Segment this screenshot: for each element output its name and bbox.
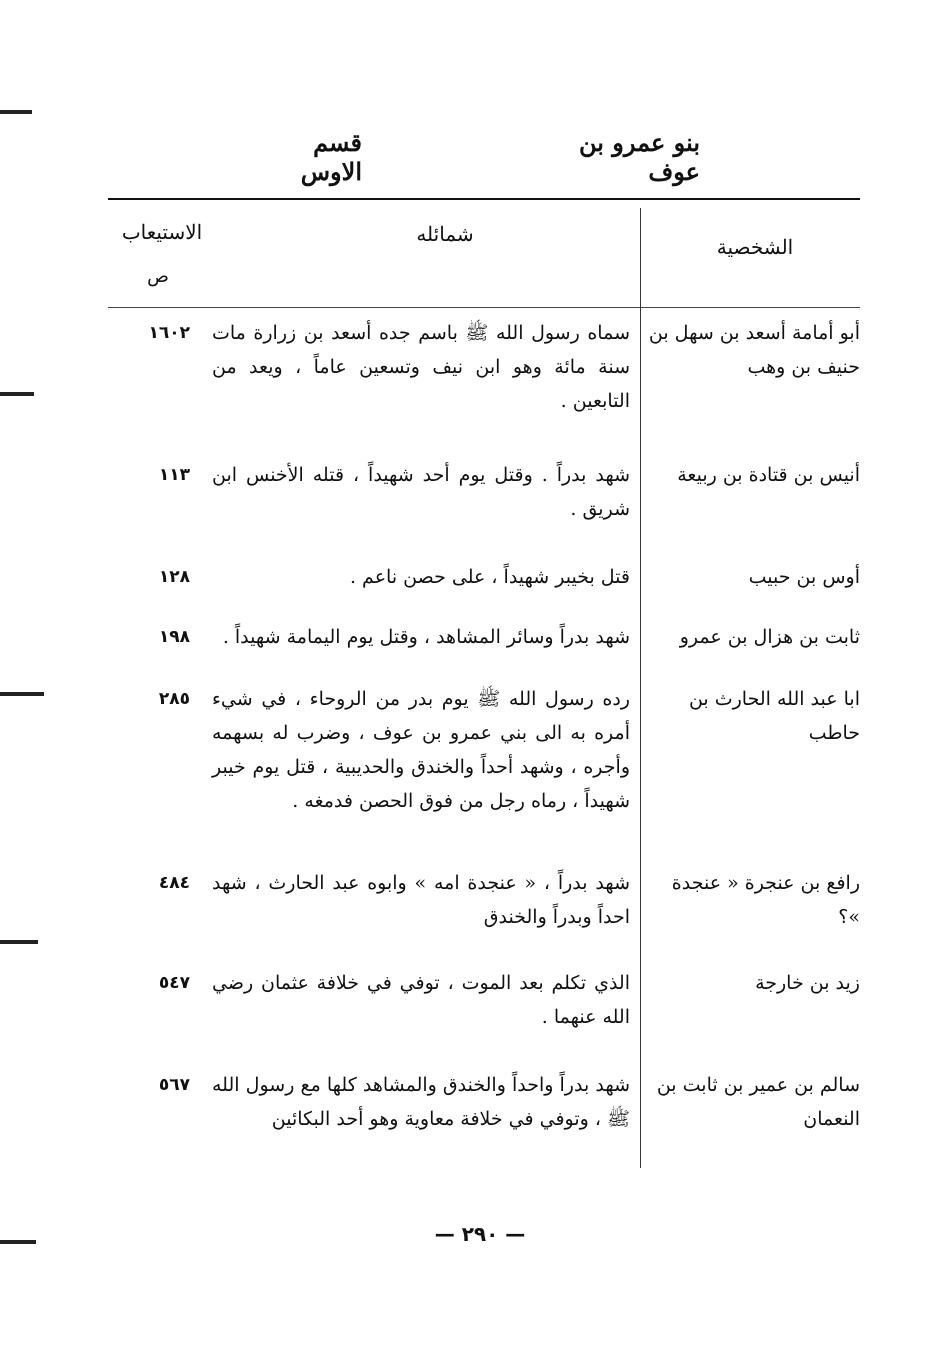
page-number: — ٢٩٠ —	[434, 1222, 526, 1246]
entry-name: زيد بن خارجة	[755, 972, 860, 994]
column-header-page-abbr: ص	[147, 266, 169, 287]
entry-name: أوس بن حبيب	[748, 566, 860, 588]
scan-margin-mark	[0, 692, 44, 696]
scan-margin-mark	[0, 1240, 36, 1244]
entry-name: سالم بن عمير بن ثابت بن النعمان	[656, 1074, 860, 1130]
column-header-reference: الاستيعاب	[121, 220, 203, 244]
entry-text: قتل بخيبر شهيداً ، على حصن ناعم .	[349, 566, 630, 588]
entry-text: شهد بدراً ، « عنجدة امه » وابوه عبد الحارث ، شهد احداً وبدراً والخندق	[212, 872, 630, 928]
entry-text: شهد بدراً . وقتل يوم أحد شهيداً ، قتله الأخنس ابن شريق .	[212, 464, 630, 520]
entry-reference-number: ١١٣	[158, 465, 190, 485]
entry-reference-number: ٤٨٤	[158, 873, 190, 893]
entry-reference-number: ١٦٠٢	[148, 323, 190, 343]
table-header-rule	[108, 307, 860, 308]
entry-reference-number: ٥٦٧	[158, 1075, 190, 1095]
entry-reference-number: ١٩٨	[158, 627, 190, 647]
column-header-traits: شمائله	[416, 222, 474, 246]
header-tribe-title: بنو عمرو بن عوف	[578, 128, 700, 186]
column-header-person: الشخصية	[716, 235, 794, 259]
entry-text: سماه رسول الله ﷺ باسم جده أسعد بن زرارة مات سنة مائة وهو ابن نيف وتسعين عاماً ، ويعد من التابعين .	[212, 322, 630, 412]
entry-reference-number: ١٢٨	[158, 567, 190, 587]
column-divider	[640, 208, 641, 1168]
scan-margin-mark	[0, 392, 34, 396]
entry-name: ابا عبد الله الحارث بن حاطب	[688, 688, 860, 744]
entry-name: أبو أمامة أسعد بن سهل بن حنيف بن وهب	[648, 322, 860, 378]
scan-margin-mark	[0, 940, 38, 944]
entry-text: رده رسول الله ﷺ يوم بدر من الروحاء ، في شيء أمره به الى بني عمرو بن عوف ، وضرب له بسهمه وأجره ، وشهد أحداً والخندق والحديبية ، قتل يوم خيبر شهيداً ، رماه رجل من فوق الحصن فدمغه .	[212, 688, 630, 812]
table-top-rule	[108, 198, 860, 200]
entry-name: رافع بن عنجرة « عنجدة »؟	[671, 872, 860, 928]
scan-margin-mark	[0, 110, 32, 114]
entry-text: شهد بدراً وسائر المشاهد ، وقتل يوم اليمامة شهيداً .	[222, 626, 630, 648]
entry-name: أنيس بن قتادة بن ربيعة	[677, 464, 860, 486]
entry-text: شهد بدراً واحداً والخندق والمشاهد كلها مع رسول الله ﷺ ، وتوفي في خلافة معاوية وهو أحد البكائين	[212, 1074, 630, 1130]
entry-reference-number: ٢٨٥	[158, 689, 190, 709]
entry-text: الذي تكلم بعد الموت ، توفي في خلافة عثمان رضي الله عنهما .	[212, 972, 630, 1028]
entry-name: ثابت بن هزال بن عمرو	[679, 626, 860, 648]
entry-reference-number: ٥٤٧	[158, 973, 190, 993]
header-section-title: قسم الاوس	[300, 128, 362, 186]
